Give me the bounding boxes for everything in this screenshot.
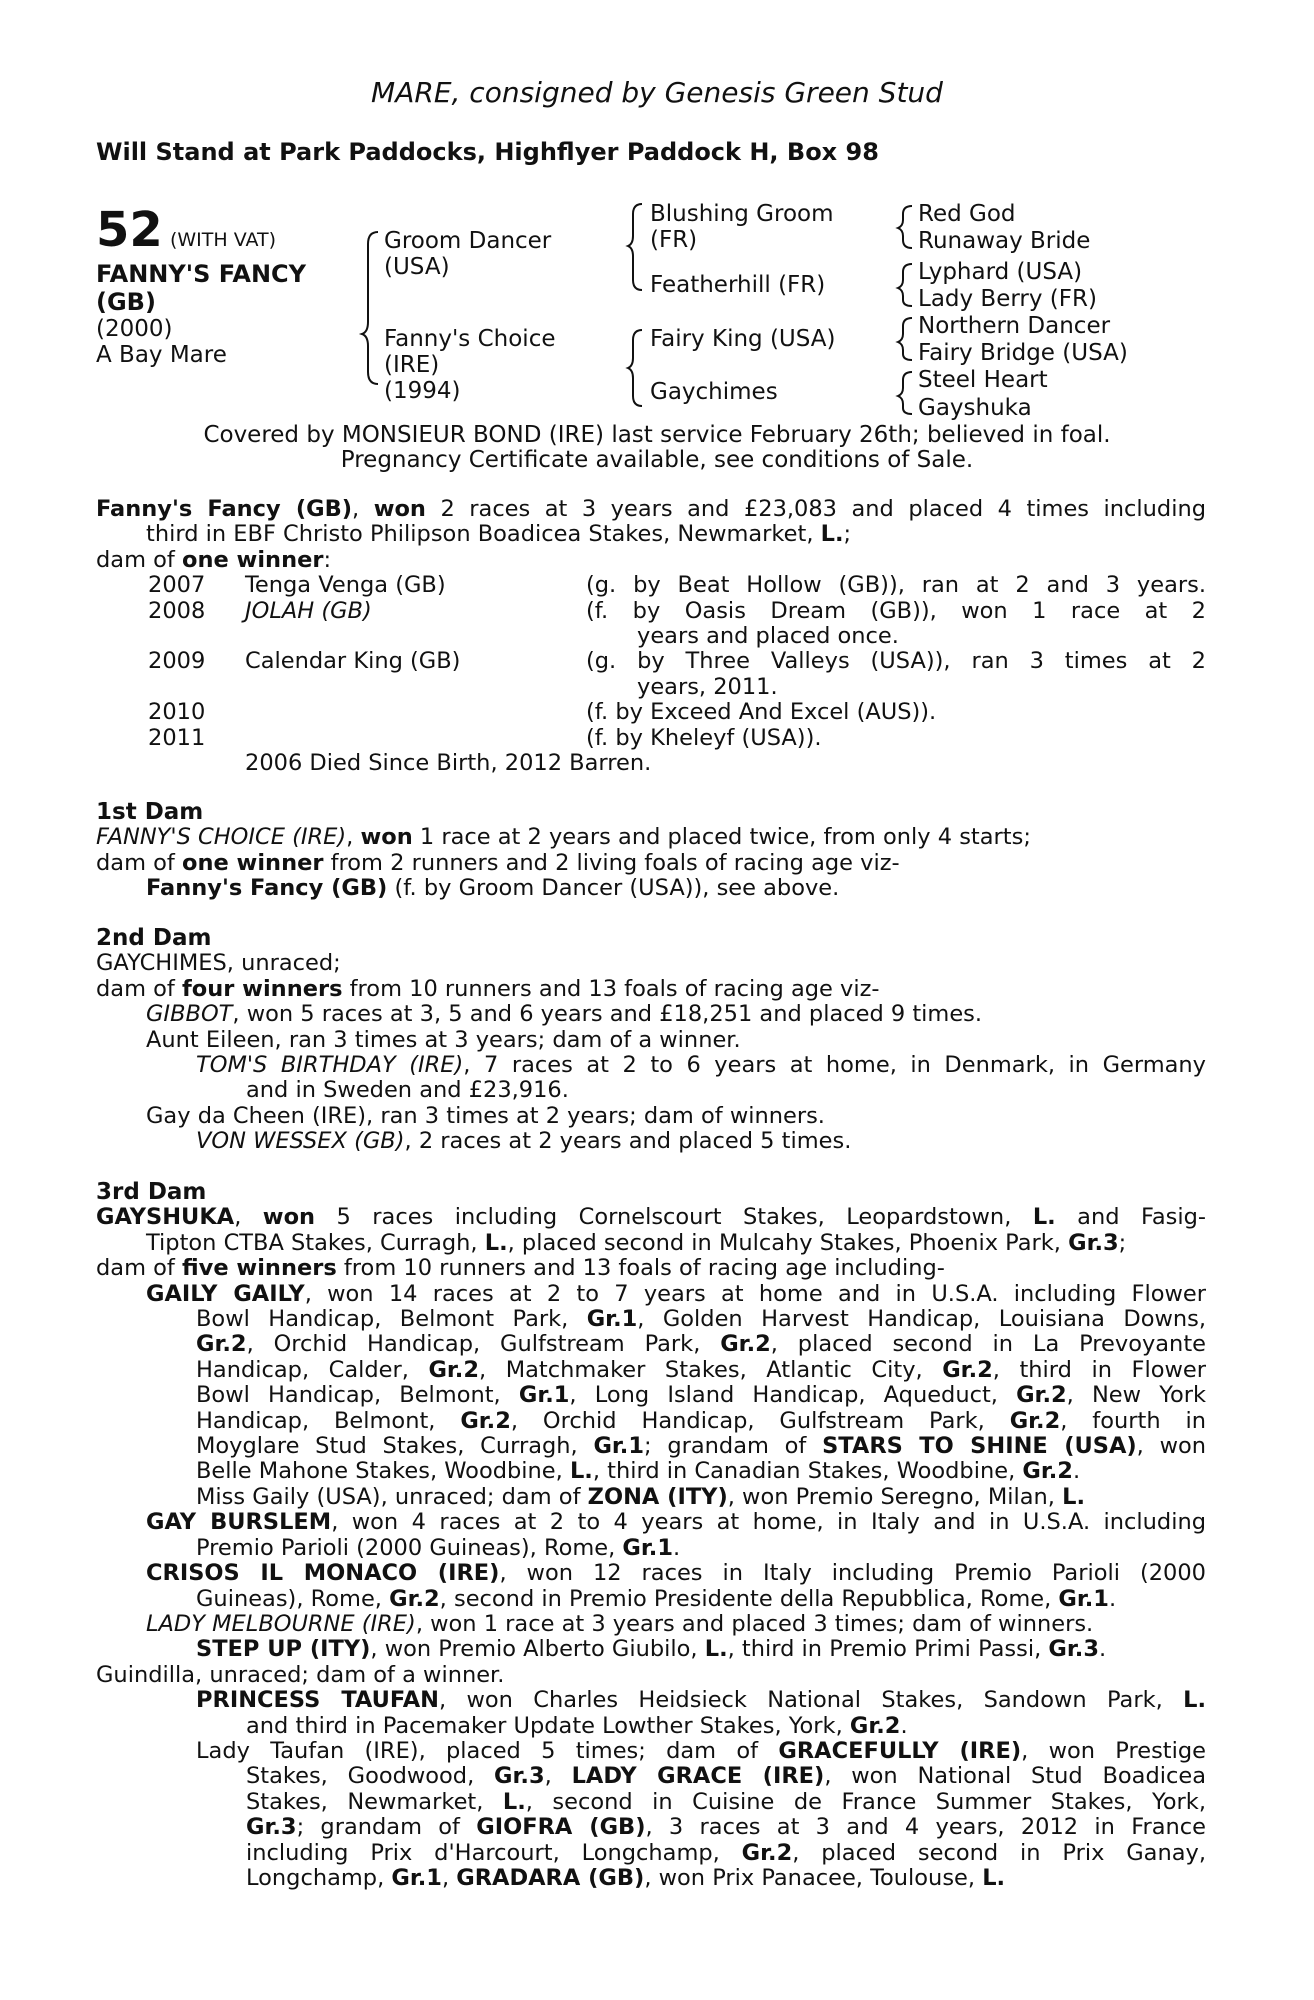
text-bold: Gr.2 (1016, 1382, 1067, 1409)
dam2-line-6: and in Sweden and £23,916. (246, 1077, 569, 1104)
dam2-line-5 (96, 1053, 1206, 1078)
horse-name: FANNY'S FANCY (96, 260, 307, 288)
produce-row (96, 649, 1206, 674)
sire-sire-dam: Runaway Bride (918, 228, 1091, 254)
stand-location: Will Stand at Park Paddocks, Highflyer Paddock H, Box 98 (96, 138, 879, 166)
text: , Matchmaker Stakes, Atlantic City, (479, 1356, 943, 1383)
text: ; grandam of (644, 1433, 823, 1460)
text-italic: VON WESSEX (GB) (196, 1128, 405, 1155)
produce-info: (g. by Three Valleys (USA)), ran 3 times at 2 (586, 648, 1206, 675)
text: , won Prestige (1021, 1737, 1206, 1764)
text: : (323, 546, 332, 573)
text-bold: Gr.2 (849, 1712, 901, 1739)
text: , Orchid Handicap, Gulfstream Park, (246, 1331, 721, 1358)
produce-name: Tenga Venga (GB) (245, 572, 446, 599)
produce-name: Calendar King (GB) (245, 648, 461, 675)
text-bold: STEP UP (ITY) (196, 1636, 371, 1663)
third-dam-section (96, 1180, 1206, 1891)
text: Belle Mahone Stakes, Woodbine, (196, 1458, 570, 1485)
dam3-line (96, 1409, 1206, 1434)
text-bold: L. (1062, 1483, 1085, 1510)
dam3-line (96, 1561, 1206, 1586)
text: Miss Gaily (USA), unraced; dam of (196, 1483, 588, 1510)
dam3-line (96, 1383, 1206, 1408)
text: dam of (96, 849, 182, 876)
section-heading: 1st Dam (96, 799, 204, 825)
text: , third in Premio Primi Passi, (727, 1636, 1049, 1663)
text: , 2 races at 2 years and placed 5 times. (404, 1128, 852, 1155)
text: , won 12 races in Italy including Premio Parioli (2000 (499, 1560, 1206, 1587)
text: , placed second in Prix Ganay, (792, 1839, 1206, 1866)
text-bold: L. (820, 521, 844, 548)
dam3-line (96, 1841, 1206, 1866)
text: and third in Pacemaker Update Lowther Stakes, York, (246, 1712, 850, 1739)
text-bold: won (373, 496, 426, 522)
text-bold: Gr.1 (1058, 1585, 1109, 1612)
text-bold: Gr.1 (622, 1534, 673, 1561)
text: including Prix d'Harcourt, Longchamp, (246, 1839, 742, 1866)
dam3-line (96, 1587, 1206, 1612)
text: dam of (96, 546, 182, 573)
sire-dam-dam: Lady Berry (FR) (918, 286, 1097, 312)
text: . (1072, 1458, 1081, 1485)
lot-number: 52 (96, 202, 163, 258)
text-bold: Gr.2 (460, 1407, 511, 1434)
text-bold: GRACEFULLY (IRE) (778, 1737, 1022, 1764)
produce-info: (g. by Beat Hollow (GB)), ran at 2 and 3 years. (586, 572, 1206, 599)
text: 5 races including Cornelscourt Stakes, Leopardstown, (315, 1204, 1033, 1231)
text-bold: five winners (181, 1255, 337, 1282)
second-dam-section (96, 926, 1206, 1155)
produce-year: 2010 (148, 699, 206, 726)
mare-record (96, 497, 1206, 776)
dam-dam-sire: Steel Heart (918, 367, 1048, 393)
dam3-line (96, 1790, 1206, 1815)
text: Bowl Handicap, Belmont Park, (196, 1306, 587, 1333)
text: , fourth in (1060, 1407, 1206, 1434)
text-bold: Gr.1 (586, 1306, 638, 1333)
text-bold: L. (1183, 1687, 1206, 1714)
text-bold: STARS TO SHINE (USA) (822, 1433, 1137, 1460)
text-bold: won (360, 824, 413, 851)
text-bold: Gr.2 (196, 1331, 247, 1358)
dam3-line (96, 1866, 1206, 1891)
text-bold: Gr.2 (720, 1331, 771, 1358)
dam-year-line: (1994) (384, 378, 461, 404)
text: ; (843, 521, 852, 548)
text-bold: one winner (181, 546, 324, 573)
text: and Fasig- (1055, 1204, 1206, 1231)
text-bold: ZONA (ITY) (587, 1483, 728, 1510)
dam3-line (96, 1764, 1206, 1789)
dam3-line (96, 1256, 1206, 1281)
dam3-line (96, 1205, 1206, 1230)
dam3-line (96, 1510, 1206, 1535)
section-heading: 2nd Dam (96, 925, 212, 951)
dam3-line (96, 1815, 1206, 1840)
text-bold: Gr.1 (518, 1382, 570, 1409)
produce-row (96, 726, 1206, 751)
dam-name-line: Fanny's Choice (384, 326, 556, 352)
text-bold: GAY BURSLEM (146, 1509, 332, 1536)
dam3-line (96, 1459, 1206, 1484)
text: 1 race at 2 years and placed twice, from only 4 starts; (412, 824, 1031, 851)
produce-info: (f. by Oasis Dream (GB)), won 1 race at 2 (586, 597, 1206, 624)
dam3-line (96, 1663, 1206, 1688)
text: , won 5 races at 3, 5 and 6 years and £18,251 and placed 9 times. (232, 1001, 983, 1028)
produce-info-cont: years and placed once. (637, 623, 899, 649)
text-bold: Gr.3 (1048, 1636, 1099, 1663)
text-bold: L. (502, 1788, 526, 1815)
text-bold: Gr.2 (1022, 1458, 1073, 1485)
dam3-line (96, 1332, 1206, 1357)
text-bold: L. (569, 1458, 593, 1485)
text-bold: one winner (181, 849, 324, 876)
mare-line-2 (96, 522, 1206, 547)
text: , (544, 1763, 572, 1790)
produce-year: 2011 (148, 724, 206, 751)
text: , won Premio Alberto Giubilo, (370, 1636, 705, 1663)
text: , Long Island Handicap, Aqueduct, (569, 1382, 1017, 1409)
text: Handicap, Belmont, (196, 1407, 461, 1434)
first-dam-section (96, 800, 1206, 902)
text: Handicap, Calder, (196, 1356, 429, 1383)
dam1-line-3 (96, 876, 1206, 901)
sire-name (384, 228, 551, 280)
sire-country-line: (USA) (384, 254, 450, 280)
dam1-line-2 (96, 851, 1206, 876)
text-bold: Gr.3 (494, 1763, 545, 1790)
text-bold: Gr.2 (741, 1839, 793, 1866)
text-bold: Gr.2 (428, 1356, 480, 1383)
dam-sire-sire: Northern Dancer (918, 313, 1111, 339)
text: 2 races at 3 years and £23,083 and placed 4 times including (425, 496, 1206, 522)
mare-name: Fanny's Fancy (GB) (96, 496, 353, 522)
produce-info: (f. by Kheleyf (USA)). (586, 724, 822, 751)
text-bold: GAILY GAILY (146, 1280, 305, 1307)
sire-name-line: Groom Dancer (384, 228, 552, 254)
produce-name: JOLAH (GB) (245, 597, 372, 624)
text: , (441, 1864, 457, 1891)
text: Bowl Handicap, Belmont, (196, 1382, 519, 1409)
text-bold: won (262, 1204, 316, 1231)
pregnancy-note: Pregnancy Certificate available, see conditions of Sale. (340, 447, 974, 473)
text-bold: LADY GRACE (IRE) (571, 1763, 825, 1790)
sire-sire-country: (FR) (650, 227, 698, 253)
text: , won 14 races at 2 to 7 years at home and in U.S.A. including Flower (304, 1280, 1206, 1307)
text: . (1098, 1636, 1107, 1663)
dam3-line (96, 1231, 1206, 1256)
text: Moyglare Stud Stakes, Curragh, (196, 1433, 594, 1460)
produce-info: (f. by Exceed And Excel (AUS)). (586, 699, 937, 726)
text: . (1108, 1585, 1117, 1612)
text: , won 1 race at 3 years and placed 3 times; dam of winners. (415, 1610, 1094, 1637)
text: , New York (1066, 1382, 1206, 1409)
text-bold: L. (1032, 1204, 1056, 1231)
vat-note: (WITH VAT) (169, 229, 277, 251)
text: , (346, 824, 361, 851)
produce-year: 2009 (148, 648, 206, 675)
text: , third in Canadian Stakes, Woodbine, (592, 1458, 1023, 1485)
text: , placed second in La Prevoyante (770, 1331, 1206, 1358)
text: , Golden Harvest Handicap, Louisiana Downs, (637, 1306, 1206, 1333)
text-bold: four winners (181, 975, 343, 1002)
dam2-line-3 (96, 1002, 1206, 1027)
text: , (352, 496, 374, 522)
dam2-line-8 (96, 1129, 1206, 1154)
dam-sire-dam: Fairy Bridge (USA) (918, 340, 1128, 366)
section-heading: 3rd Dam (96, 1179, 207, 1205)
text-bold: L. (704, 1636, 728, 1663)
text: Stakes, Goodwood, (246, 1763, 495, 1790)
text-bold: GIOFRA (GB) (476, 1814, 646, 1841)
text: , second in Premio Presidente della Repubblica, Rome, (439, 1585, 1059, 1612)
text: , Orchid Handicap, Gulfstream Park, (510, 1407, 1010, 1434)
text: , (234, 1204, 263, 1231)
text: from 10 runners and 13 foals of racing age including- (336, 1255, 945, 1282)
text: , won (1136, 1433, 1206, 1460)
text: , 7 races at 2 to 6 years at home, in Denmark, in Germany (463, 1052, 1206, 1079)
text: Stakes, Newmarket, (246, 1788, 503, 1815)
text: , won Prix Panacee, Toulouse, (644, 1864, 983, 1891)
horse-description: A Bay Mare (96, 342, 227, 368)
dam3-line (96, 1714, 1206, 1739)
text: ; grandam of (296, 1814, 477, 1841)
text: Guindilla, unraced; dam of a winner. (96, 1661, 505, 1688)
text-bold: PRINCESS TAUFAN (196, 1687, 439, 1714)
text: . (900, 1712, 908, 1739)
text: , won Charles Heidsieck National Stakes, Sandown Park, (438, 1687, 1184, 1714)
text-bold: Fanny's Fancy (GB) (146, 875, 388, 902)
text-bold: Gr.1 (391, 1864, 442, 1891)
horse-year: (2000) (96, 316, 173, 342)
sire-dam: Featherhill (FR) (650, 272, 826, 298)
produce-info-cont: years, 2011. (637, 673, 778, 700)
dam3-line (96, 1282, 1206, 1307)
dam3-line (96, 1307, 1206, 1332)
text: Guineas), Rome, (196, 1585, 390, 1612)
text: , won Premio Seregno, Milan, (727, 1483, 1063, 1510)
text: , placed second in Mulcahy Stakes, Phoenix Park, (507, 1229, 1069, 1256)
text: (f. by Groom Dancer (USA)), see above. (387, 875, 840, 902)
text-italic: GIBBOT (146, 1001, 233, 1028)
text: , won 4 races at 2 to 4 years at home, in Italy and in U.S.A. including (331, 1509, 1207, 1536)
text: Tipton CTBA Stakes, Curragh, (146, 1229, 485, 1256)
produce-row (96, 599, 1206, 624)
produce-note (96, 751, 1206, 776)
mare-line-3 (96, 548, 1206, 573)
text-italic: LADY MELBOURNE (IRE) (146, 1610, 416, 1637)
text-bold: L. (484, 1229, 508, 1256)
text-bold: GAYSHUKA (96, 1204, 235, 1231)
dam3-line (96, 1637, 1206, 1662)
covering-note: Covered by MONSIEUR BOND (IRE) last service February 26th; believed in foal. (203, 422, 1111, 448)
text-bold: Gr.2 (1009, 1407, 1061, 1434)
dam1-line-1 (96, 825, 1206, 850)
sire-sire (650, 201, 834, 253)
text-bold: CRISOS IL MONACO (IRE) (146, 1560, 500, 1587)
mare-line-1 (96, 497, 1206, 522)
dam3-line (96, 1688, 1206, 1713)
page-title: MARE, consigned by Genesis Green Stud (371, 76, 943, 109)
text-bold: GRADARA (GB) (456, 1864, 645, 1891)
dam3-line (96, 1536, 1206, 1561)
text: , won National Stud Boadicea (824, 1763, 1206, 1790)
text-bold: Gr.2 (389, 1585, 440, 1612)
produce-row-cont (96, 675, 1206, 700)
dam3-line (96, 1612, 1206, 1637)
text: dam of (96, 975, 182, 1002)
dam3-line (96, 1739, 1206, 1764)
dam-name (384, 326, 556, 404)
sire-sire-name: Blushing Groom (650, 201, 834, 227)
dam2-line-2 (96, 977, 1206, 1002)
text: , 3 races at 3 and 4 years, 2012 in France (645, 1814, 1207, 1841)
produce-row (96, 573, 1206, 598)
text-italic: FANNY'S CHOICE (IRE) (96, 824, 347, 851)
text: from 10 runners and 13 foals of racing age viz- (342, 975, 880, 1002)
text-bold: Gr.3 (1068, 1229, 1119, 1256)
text-bold: L. (982, 1864, 1006, 1891)
produce-year: 2008 (148, 597, 206, 624)
dam2-line-7: Gay da Cheen (IRE), ran 3 times at 2 years; dam of winners. (146, 1102, 825, 1129)
text: ; (1118, 1229, 1127, 1256)
dam2-line-1: GAYCHIMES, unraced; (96, 950, 341, 977)
text-bold: Gr.3 (246, 1814, 297, 1841)
dam3-line (96, 1434, 1206, 1459)
text-italic: TOM'S BIRTHDAY (IRE) (196, 1052, 464, 1079)
dam2-line-4: Aunt Eileen, ran 3 times at 3 years; dam of a winner. (146, 1026, 741, 1053)
dam-dam: Gaychimes (650, 379, 778, 405)
produce-year: 2007 (148, 572, 206, 599)
produce-row (96, 700, 1206, 725)
dam-country-line: (IRE) (384, 352, 440, 378)
text: dam of (96, 1255, 182, 1282)
horse-country: (GB) (96, 288, 156, 316)
text: , second in Cuisine de France Summer Stakes, York, (525, 1788, 1206, 1815)
dam3-line (96, 1358, 1206, 1383)
sire-sire-sire: Red God (918, 201, 1016, 227)
text: Longchamp, (246, 1864, 392, 1891)
text: , third in Flower (992, 1356, 1206, 1383)
dam3-line (96, 1485, 1206, 1510)
text-bold: Gr.1 (593, 1433, 645, 1460)
text-bold: Gr.2 (942, 1356, 993, 1383)
produce-note-text: 2006 Died Since Birth, 2012 Barren. (245, 749, 652, 776)
text: from 2 runners and 2 living foals of racing age viz- (323, 849, 900, 876)
text: third in EBF Christo Philipson Boadicea Stakes, Newmarket, (146, 521, 821, 548)
text: . (672, 1534, 681, 1561)
sire-dam-sire: Lyphard (USA) (918, 259, 1083, 285)
dam-sire: Fairy King (USA) (650, 326, 836, 352)
dam-dam-dam: Gayshuka (918, 395, 1032, 421)
text: Premio Parioli (2000 Guineas), Rome, (196, 1534, 623, 1561)
text: Lady Taufan (IRE), placed 5 times; dam of (196, 1737, 779, 1764)
produce-row-cont (96, 624, 1206, 649)
